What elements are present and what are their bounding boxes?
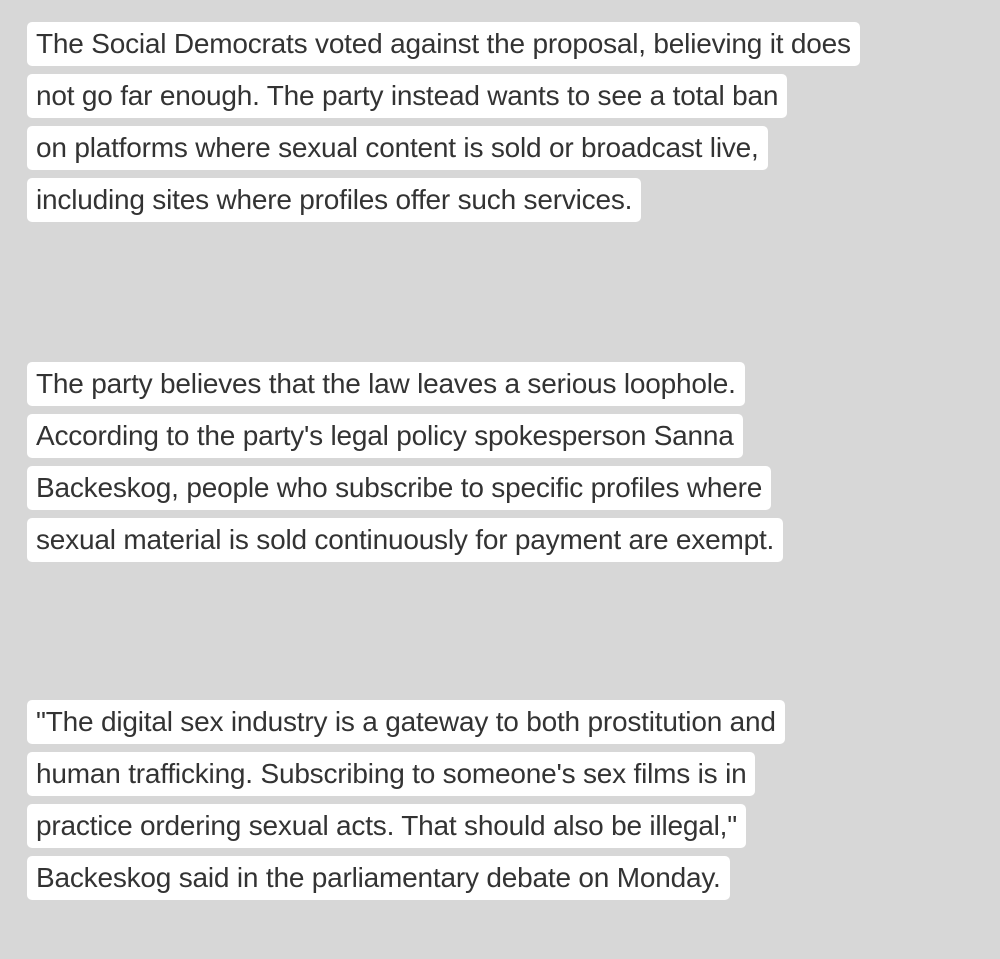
- text-line: Backeskog said in the parliamentary debate on Monday.: [27, 856, 730, 900]
- text-line: not go far enough. The party instead wants to see a total ban: [27, 74, 787, 118]
- text-line: Backeskog, people who subscribe to specific profiles where: [27, 466, 771, 510]
- text-line: human trafficking. Subscribing to someone's sex films is in: [27, 752, 755, 796]
- text-line: The Social Democrats voted against the proposal, believing it does: [27, 22, 860, 66]
- text-line: "The digital sex industry is a gateway to both prostitution and: [27, 700, 785, 744]
- paragraph-3: [27, 700, 785, 900]
- paragraph-1: [27, 22, 860, 222]
- text-line: According to the party's legal policy spokesperson Sanna: [27, 414, 743, 458]
- text-line: including sites where profiles offer such services.: [27, 178, 641, 222]
- text-line: The party believes that the law leaves a serious loophole.: [27, 362, 745, 406]
- text-line: sexual material is sold continuously for payment are exempt.: [27, 518, 783, 562]
- paragraph-2: [27, 362, 783, 562]
- text-line: practice ordering sexual acts. That should also be illegal,": [27, 804, 746, 848]
- text-line: on platforms where sexual content is sold or broadcast live,: [27, 126, 768, 170]
